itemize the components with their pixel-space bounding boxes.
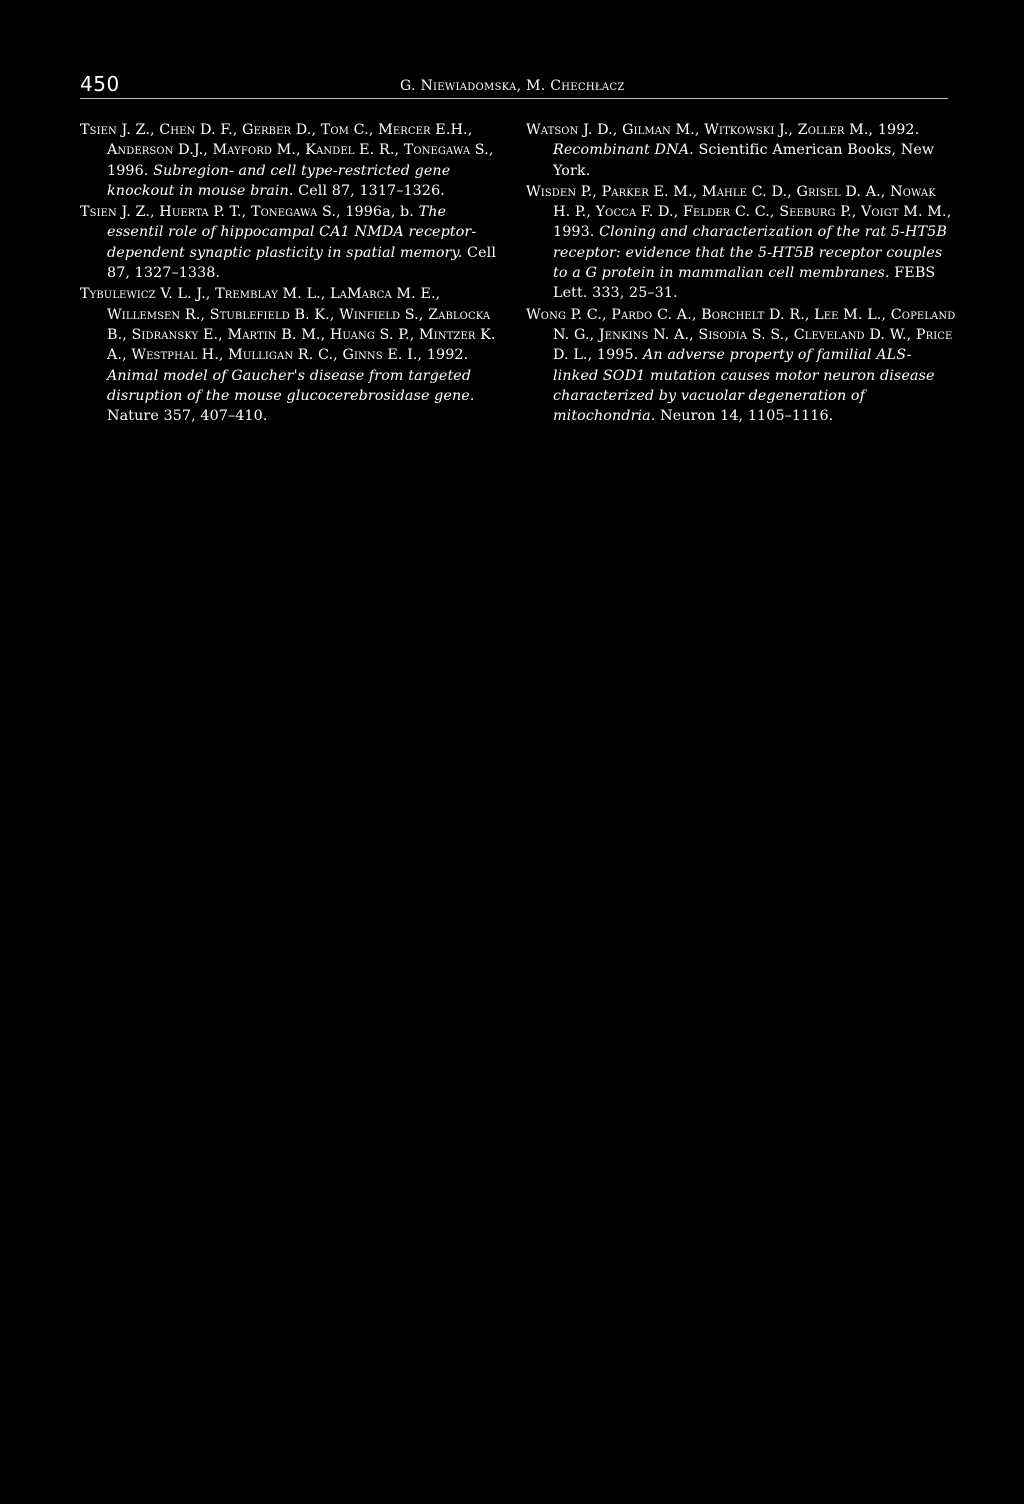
reference-entry — [526, 182, 956, 304]
reference-title: The essentil role of hippocampal CA1 NMDA receptor-dependent synaptic plasticity in spatial memory. — [107, 204, 477, 261]
reference-authors: Tsien J. Z., Chen D. F., Gerber D., Tom C., Mercer E.H., Anderson D.J., Mayford M., Kandel E. R., Tonegawa S., — [80, 122, 499, 159]
page-header — [80, 72, 948, 99]
reference-title: Recombinant DNA. — [553, 142, 694, 159]
reference-title: Animal model of Gaucher's disease from targeted disruption of the mouse glucocerebrosidase gene. — [107, 367, 476, 404]
reference-entry — [80, 120, 506, 201]
reference-authors: Wisden P., Parker E. M., Mahle C. D., Grisel D. A., Nowak H. P., Yocca F. D., Felder C. C., Seeburg P., Voigt M. M., — [526, 183, 956, 221]
reference-authors: Tsien J. Z., Huerta P. T., Tonegawa S., — [80, 204, 346, 221]
reference-source: Scientific American Books, New York. — [553, 142, 939, 179]
reference-title: Cloning and characterization of the rat 5-HT5B receptor: evidence that the 5-HT5B receptor couples to a G protein in mammalian cell membranes. — [553, 224, 952, 282]
reference-title: Subregion- and cell type-restricted gene knockout in mouse brain. — [107, 162, 455, 199]
reference-entry — [80, 284, 506, 426]
reference-source: Cell 87, 1317–1326. — [293, 182, 445, 199]
running-head: G. Niewiadomska, M. Chechłacz — [400, 78, 625, 94]
reference-year: 1993. — [553, 224, 600, 241]
reference-source: Nature 357, 407–410. — [107, 387, 480, 425]
reference-entry — [526, 305, 960, 427]
reference-authors: Wong P. C., Pardo C. A., Borchelt D. R., Lee M. L., Copeland N. G., Jenkins N. A., Sisodia S. S., Cleveland D. W., Price D. L., — [526, 306, 960, 364]
page-number: 450 — [80, 72, 120, 96]
reference-authors: Watson J. D., Gilman M., Witkowski J., Zoller M., — [526, 122, 878, 138]
reference-source: FEBS Lett. 333, 25–31. — [553, 265, 940, 302]
reference-year: 1992. — [426, 347, 473, 364]
reference-entry — [526, 120, 956, 181]
reference-column-left — [80, 120, 506, 427]
reference-source: Cell 87, 1327–1338. — [107, 244, 501, 282]
reference-year: 1992. — [877, 122, 924, 138]
reference-authors: Tybulewicz V. L. J., Tremblay M. L., LaMarca M. E., Willemsen R., Stublefield B. K., Winfield S., Zablocka B., Sidransky E., Martin B. M., Huang S. P., Mintzer K. A., Westphal H., Mulligan R. C., Ginns E. I., — [80, 286, 501, 364]
reference-year: 1996a, b. — [345, 204, 419, 221]
reference-title: An adverse property of familial ALS-linked SOD1 mutation causes motor neuron disease characterized by vacuolar degeneration of mitochondria. — [553, 347, 940, 425]
reference-column-right — [526, 120, 960, 427]
reference-source: Neuron 14, 1105–1116. — [655, 408, 834, 425]
reference-entry — [80, 202, 506, 283]
reference-year: 1996. — [107, 162, 154, 179]
reference-year: 1995. — [596, 347, 643, 364]
